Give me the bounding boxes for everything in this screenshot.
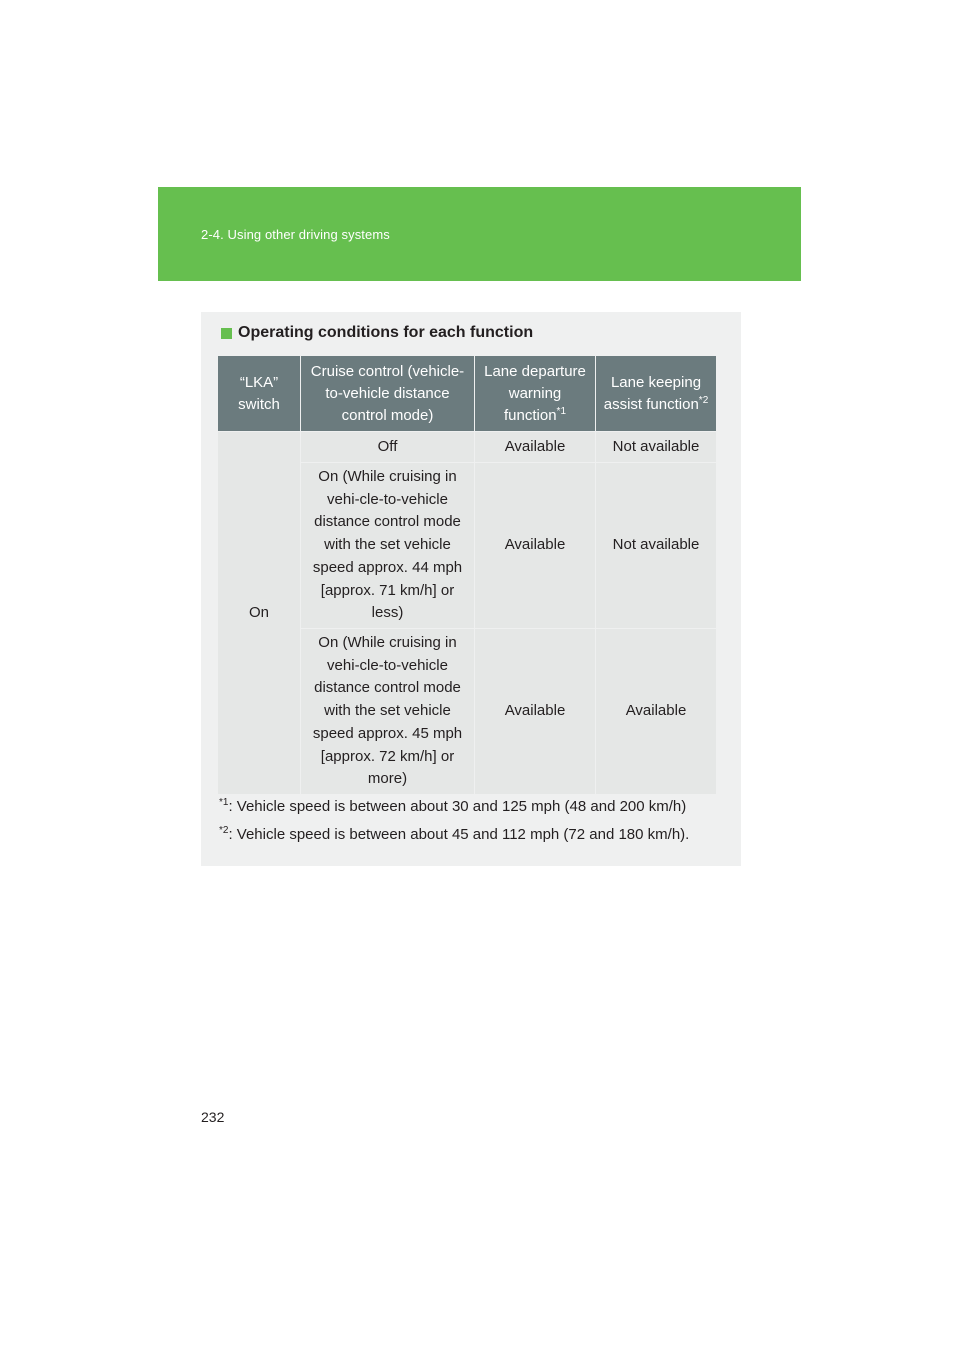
footnote-2: $^{*2}$: Vehicle speed is between about 45 and 112 mph (72 and 180 km/h). [219,825,690,843]
cruise-control-cell: Off [301,432,475,463]
lane-departure-cell: Available [475,629,596,795]
column-header-lane-keeping-assist: Lane keeping assist function$^{*2}$ [596,356,717,432]
lka-switch-cell: On [218,432,301,795]
column-header-cruise-control: Cruise control (vehicle-to-vehicle distance control mode) [301,356,475,432]
page-number: 232 [201,1109,225,1125]
lane-keeping-cell: Not available [596,463,717,629]
panel-heading [221,324,533,342]
table-header-row [218,356,717,432]
table-row [218,432,717,463]
cruise-control-cell: On (While cruising in vehi-cle-to-vehicle distance control mode with the set vehicle speed approx. 44 mph [approx. 71 km/h] or less) [301,463,475,629]
column-header-lane-departure-warning: Lane departure warning function$^{*1}$ [475,356,596,432]
cruise-control-cell: On (While cruising in vehi-cle-to-vehicle distance control mode with the set vehicle speed approx. 45 mph [approx. 72 km/h] or more) [301,629,475,795]
column-header-lka-switch: “LKA” switch [218,356,301,432]
lane-departure-cell: Available [475,432,596,463]
footnote-1: $^{*1}$: Vehicle speed is between about 30 and 125 mph (48 and 200 km/h) [219,797,687,815]
section-header-band [158,187,801,281]
section-title: 2-4. Using other driving systems [201,227,390,242]
footnote-ref: *2 [698,394,709,406]
green-square-bullet-icon [221,328,232,339]
lane-keeping-cell: Available [596,629,717,795]
operating-conditions-panel [201,312,741,866]
conditions-table [217,355,717,795]
panel-heading-text: Operating conditions for each function [238,324,534,341]
footnote-ref: *1 [556,405,566,417]
lane-departure-cell: Available [475,463,596,629]
lane-keeping-cell: Not available [596,432,717,463]
